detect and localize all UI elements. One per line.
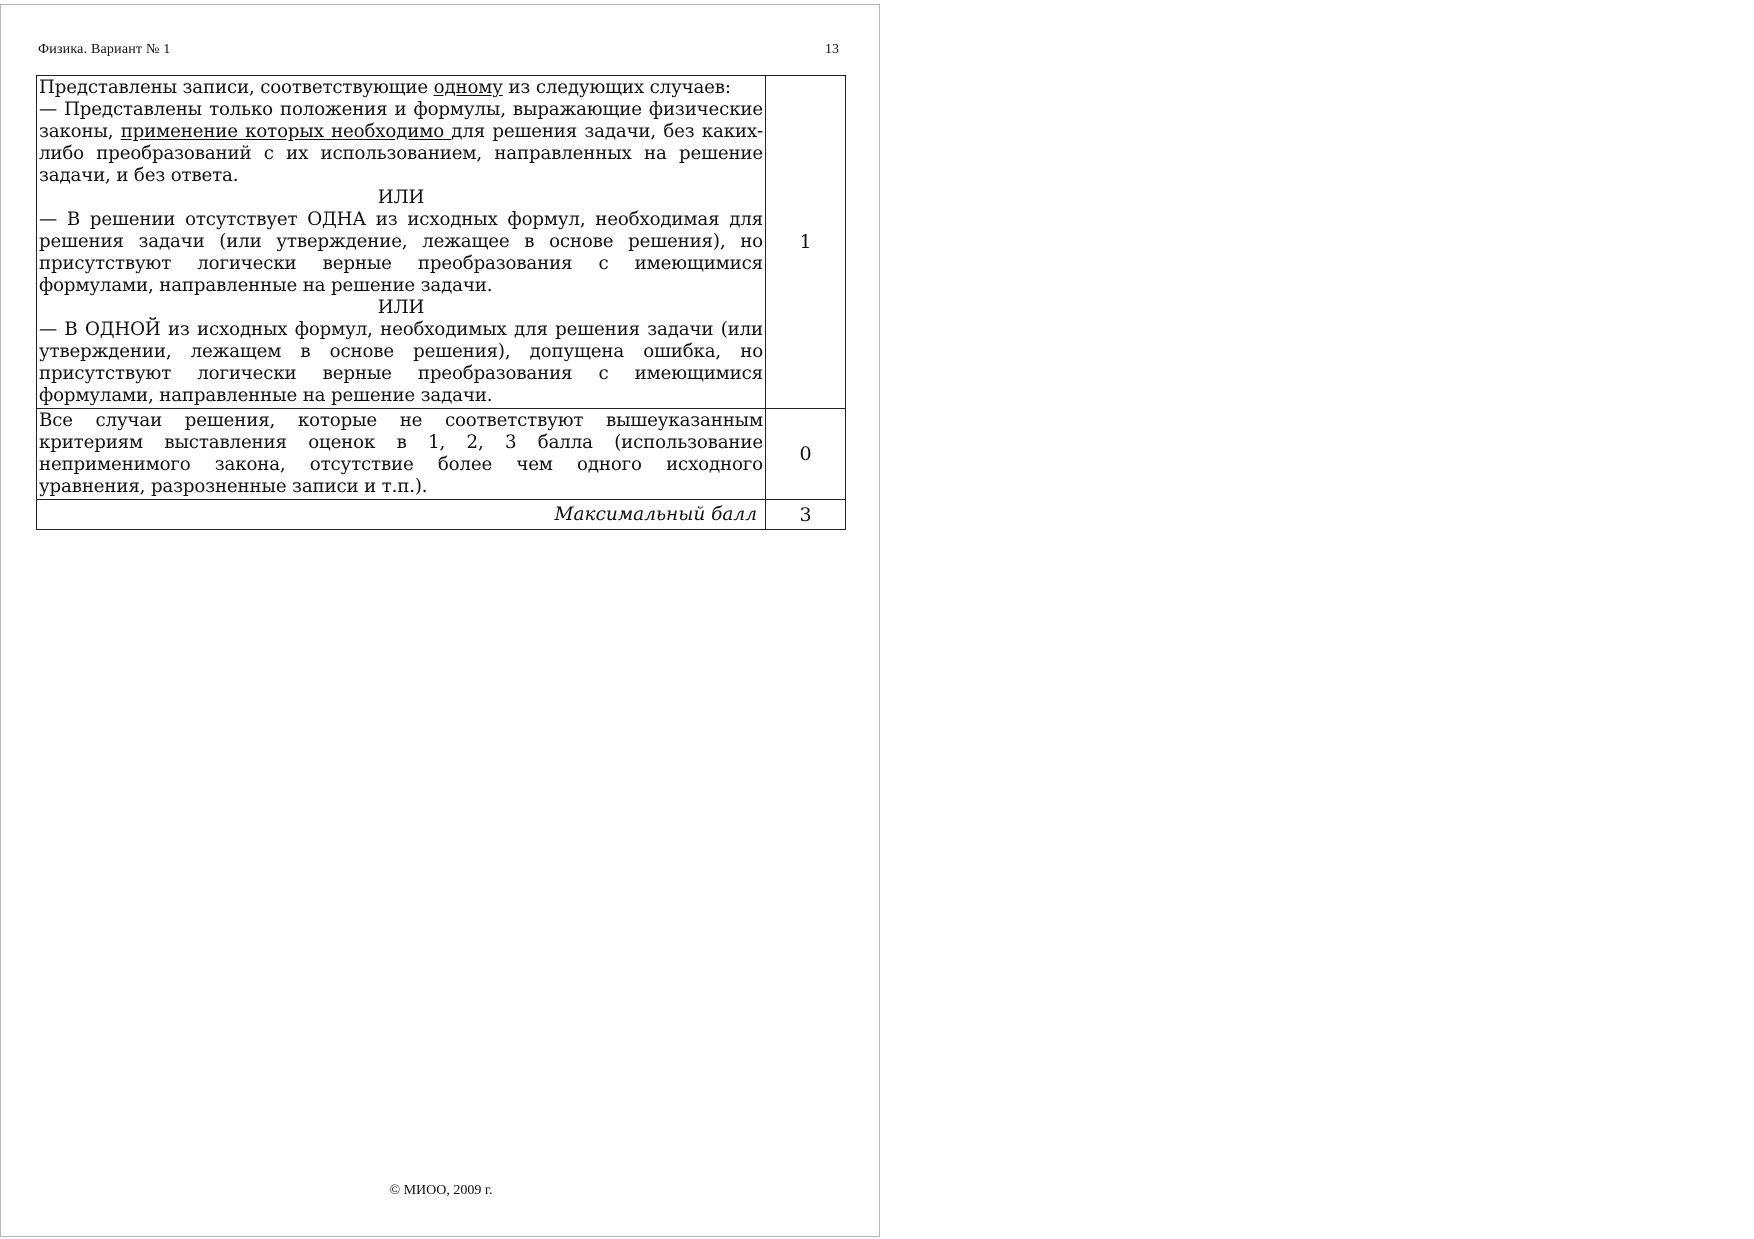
intro-underlined: одному xyxy=(433,77,503,98)
page-footer-copyright: © МИОО, 2009 г. xyxy=(389,1183,493,1198)
document-page xyxy=(0,4,880,1237)
criteria-case-2: — В решении отсутствует ОДНА из исходных формул, необходимая для решения задачи (или утверждение, лежащее в основе решения), но присутствуют логически верные преобразования с имеющимися формулами, направленные на решение задачи. xyxy=(39,209,763,296)
case1-text-end: для решения задачи, без каких-либо преобразований с их использованием, направленных на решение задачи, и без ответа. xyxy=(39,121,763,186)
case1-underlined: применение которых необходимо xyxy=(120,121,452,142)
intro-text: Представлены записи, соответствующие xyxy=(39,77,434,98)
criteria-case-1 xyxy=(39,99,763,187)
max-score-label: Максимальный балл xyxy=(37,500,766,530)
or-separator-2: ИЛИ xyxy=(377,297,425,318)
criteria-case-3: — В ОДНОЙ из исходных формул, необходимых для решения задачи (или утверждении, лежащем в основе решения), допущена ошибка, но присутствуют логически верные преобразования с имеющимися формулами, направленные на решение задачи. xyxy=(39,319,763,406)
intro-text-end: из следующих случаев: xyxy=(502,77,731,98)
criteria-intro xyxy=(39,77,763,99)
table-row xyxy=(37,409,846,500)
criteria-zero-text: Все случаи решения, которые не соответствуют вышеуказанным критериям выставления оценок в 1, 2, 3 балла (использование неприменимого закона, отсутствие более чем одного исходного уравнения, разрозненные записи и т.п.). xyxy=(39,410,763,497)
criteria-description-0 xyxy=(37,409,766,500)
or-separator-1: ИЛИ xyxy=(377,187,425,208)
table-row xyxy=(37,76,846,409)
score-cell-0: 0 xyxy=(766,409,846,500)
page-number: 13 xyxy=(825,42,839,57)
case1-text: — Представлены только положения и формулы, выражающие физические законы, xyxy=(39,99,763,142)
score-cell-1: 1 xyxy=(766,76,846,409)
table-row xyxy=(37,500,846,530)
criteria-description-1 xyxy=(37,76,766,409)
criteria-table xyxy=(36,75,846,530)
max-score-value: 3 xyxy=(766,500,846,530)
page-header-title: Физика. Вариант № 1 xyxy=(38,42,171,57)
